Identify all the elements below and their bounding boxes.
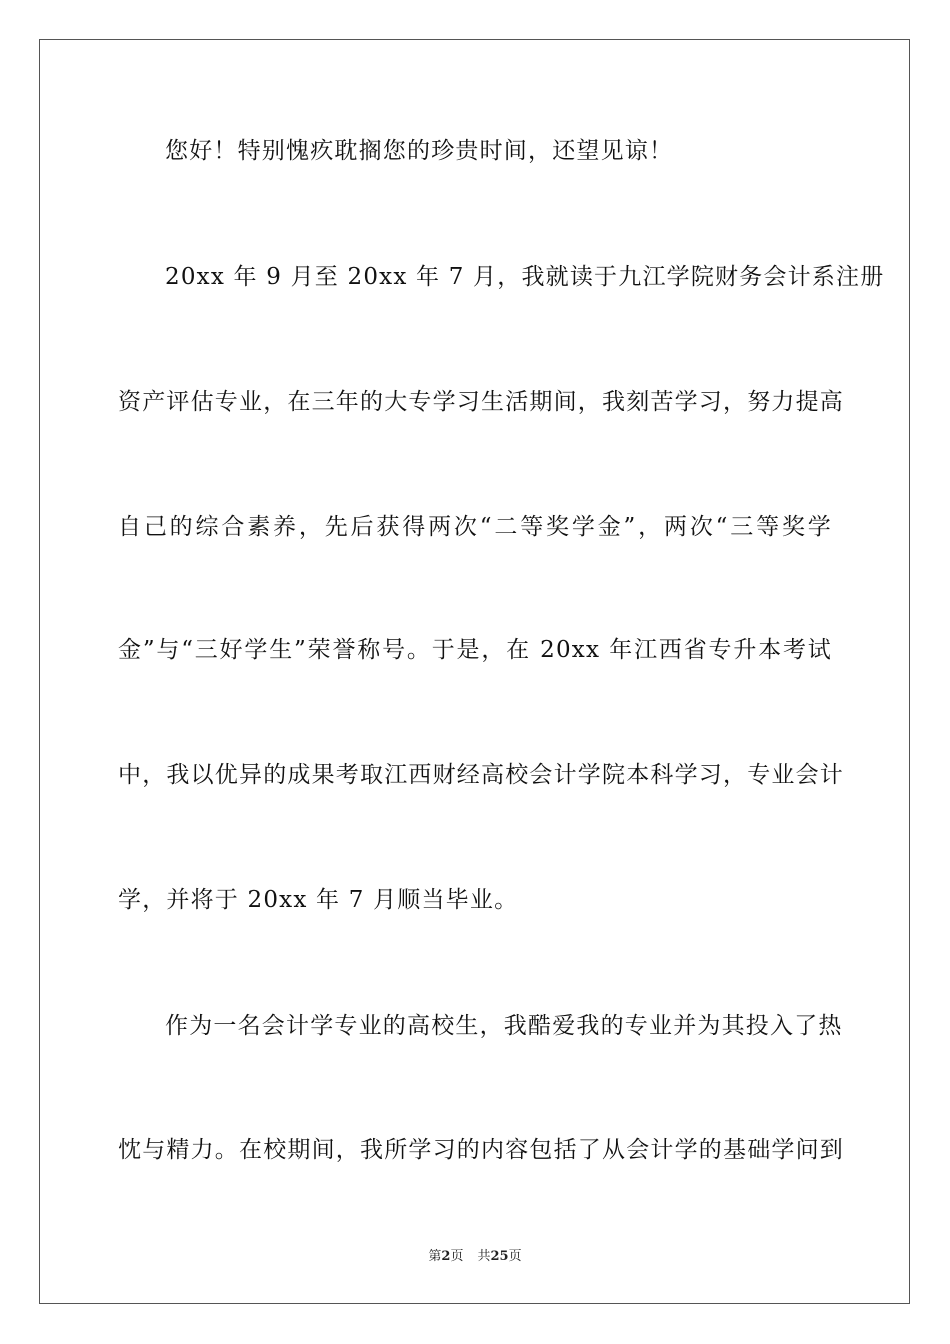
- text-line-9: 忱与精力。在校期间，我所学习的内容包括了从会计学的基础学问到: [118, 1137, 844, 1163]
- page-prefix: 第: [428, 1249, 442, 1264]
- text-line-7: 学，并将于 20xx 年 7 月顺当毕业。: [118, 887, 519, 913]
- page-suffix: 页: [450, 1249, 464, 1264]
- text-line-6: 中，我以优异的成果考取江西财经高校会计学院本科学习，专业会计: [118, 762, 844, 788]
- total-suffix: 页: [508, 1249, 522, 1264]
- total-pages: 25: [490, 1249, 509, 1264]
- page-border: [39, 39, 910, 1304]
- text-line-8: 作为一名会计学专业的高校生，我酷爱我的专业并为其投入了热: [165, 1013, 843, 1039]
- text-line-3: 资产评估专业，在三年的大专学习生活期间，我刻苦学习，努力提高: [118, 389, 844, 415]
- text-line-2: 20xx 年 9 月至 20xx 年 7 月，我就读于九江学院财务会计系注册: [165, 264, 885, 290]
- text-line-5: 金”与“三好学生”荣誉称号。于是，在 20xx 年江西省专升本考试: [118, 637, 832, 663]
- text-line-1: 您好！特别愧疚耽搁您的珍贵时间，还望见谅！: [165, 138, 674, 164]
- page-footer: [0, 1248, 950, 1266]
- text-line-4: 自己的综合素养，先后获得两次“二等奖学金”，两次“三等奖学: [118, 514, 832, 540]
- page-number: 2: [441, 1249, 451, 1264]
- total-prefix: 共: [477, 1249, 491, 1264]
